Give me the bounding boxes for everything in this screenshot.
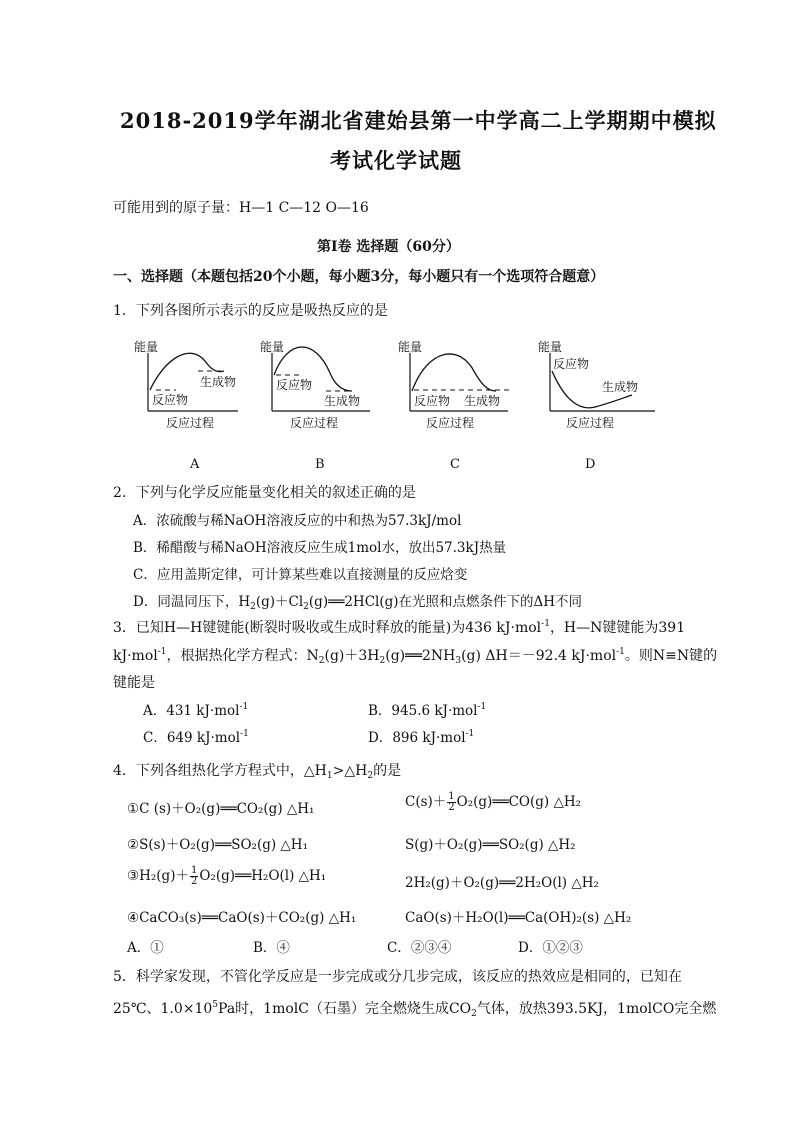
q4-reaction-4-left: ④CaCO₃(s)══CaO(s)＋CO₂(g) △H₁ — [127, 910, 357, 926]
graph-d-axis-label: 反应过程 — [566, 416, 615, 430]
graph-b — [260, 339, 370, 430]
q4-option-b: B．④ — [253, 940, 290, 956]
graph-a-reactant: 反应物 — [152, 393, 189, 407]
q2-option-b: B．稀醋酸与稀NaOH溶液反应生成1mol水，放出57.3kJ热量 — [133, 540, 507, 556]
q3-option-c: C．649 kJ·mol$^{-1}$ — [143, 729, 249, 746]
graph-letter-c: C — [450, 457, 460, 472]
q4-reaction-2-left: ②S(s)＋O₂(g)══SO₂(g) △H₁ — [127, 837, 308, 853]
section-heading: 一、选择题（本题包括20个小题，每小题3分，每小题只有一个选项符合题意） — [113, 269, 605, 285]
atomic-mass-line: 可能用到的原子量：H—1 C—12 O—16 — [113, 200, 369, 216]
question-3-line1: 3．已知H—H键键能(断裂时吸收或生成时释放的能量)为436 kJ·mol$^{-1}$，H—N键键能为391 — [113, 619, 686, 636]
graph-b-product: 生成物 — [324, 394, 361, 408]
graph-b-energy-label: 能量 — [260, 340, 285, 354]
question-4-stem: 4．下列各组热化学方程式中，$\triangle H_1>\triangle H_2$的是 — [113, 763, 402, 781]
q3-option-d: D．896 kJ·mol$^{-1}$ — [368, 729, 475, 746]
graph-b-reactant: 反应物 — [276, 378, 313, 392]
graph-b-axis-label: 反应过程 — [290, 416, 339, 430]
question-3-line3: 键能是 — [113, 675, 155, 691]
q4-reaction-3-right: 2H₂(g)＋O₂(g)══2H₂O(l) △H₂ — [405, 875, 599, 891]
q2-option-a: A．浓硫酸与稀NaOH溶液反应的中和热为57.3kJ/mol — [133, 513, 462, 529]
question-1-stem: 1．下列各图所示表示的反应是吸热反应的是 — [113, 303, 388, 319]
q1-energy-graphs — [120, 333, 680, 443]
question-5-line2: 25℃、$1.0\times 10^5Pa$时，1molC（石墨）完全燃烧生成$CO_2$气体，放热393.5KJ，1molCO完全燃 — [113, 1000, 717, 1019]
graph-c — [398, 339, 512, 430]
graph-c-axis-label: 反应过程 — [426, 416, 475, 430]
q4-option-a: A．① — [127, 940, 164, 956]
graph-d-reactant: 反应物 — [553, 357, 590, 371]
q2-option-c: C．应用盖斯定律，可计算某些难以直接测量的反应焓变 — [133, 567, 468, 583]
page-title-line2: 考试化学试题 — [330, 148, 462, 173]
graph-c-energy-label: 能量 — [398, 340, 423, 354]
q3-option-b: B．945.6 kJ·mol$^{-1}$ — [368, 702, 487, 719]
q4-reaction-2-right: S(g)＋O₂(g)══SO₂(g) △H₂ — [405, 837, 576, 853]
page-title-line1: 2018-2019学年湖北省建始县第一中学高二上学期期中模拟 — [120, 108, 717, 133]
volume-title: 第Ⅰ卷 选择题（60分） — [317, 239, 460, 255]
q4-reaction-1-right: C(s)＋ $\frac{1}{2}$ O₂(g)══CO(g) △H₂ — [405, 791, 582, 813]
question-5-line1: 5．科学家发现，不管化学反应是一步完成或分几步完成，该反应的热效应是相同的，已知在 — [113, 969, 682, 985]
q4-option-d: D．①②③ — [518, 940, 583, 956]
graph-d-energy-label: 能量 — [538, 340, 563, 354]
q3-option-a: A．431 kJ·mol$^{-1}$ — [143, 702, 249, 719]
q4-reaction-1-left: ①C (s)＋O₂(g)══CO₂(g) △H₁ — [127, 801, 315, 817]
graph-a-axis-label: 反应过程 — [166, 416, 215, 430]
graph-d-product: 生成物 — [602, 380, 639, 394]
q2-option-d: D．同温同压下，$H_2(g)+Cl_2(g)══2HCl(g)$在光照和点燃条件下的ΔH不同 — [133, 594, 583, 612]
q4-reaction-4-right: CaO(s)＋H₂O(l)══Ca(OH)₂(s) △H₂ — [405, 910, 632, 926]
graph-letter-d: D — [585, 457, 596, 472]
graph-a-energy-label: 能量 — [134, 340, 159, 354]
q4-reaction-3-left: ③H₂(g)＋ $\frac{1}{2}$ O₂(g)══H₂O(l) △H₁ — [127, 865, 327, 887]
graph-letter-a: A — [190, 457, 200, 472]
question-3-line2: kJ·mol$^{-1}$，根据热化学方程式：$N_2(g)+3H_2(g)══2NH_3(g)$ ΔH＝－92.4 kJ·mol$^{-1}$。则N≡N键的 — [113, 647, 718, 666]
graph-d — [538, 339, 655, 430]
graph-a — [134, 339, 238, 430]
graph-letter-b: B — [315, 457, 325, 472]
question-2-stem: 2．下列与化学反应能量变化相关的叙述正确的是 — [113, 485, 416, 501]
q4-option-c: C．②③④ — [387, 940, 452, 956]
graph-c-reactant: 反应物 — [414, 394, 451, 408]
graph-c-product: 生成物 — [464, 394, 501, 408]
graph-a-product: 生成物 — [200, 375, 237, 389]
